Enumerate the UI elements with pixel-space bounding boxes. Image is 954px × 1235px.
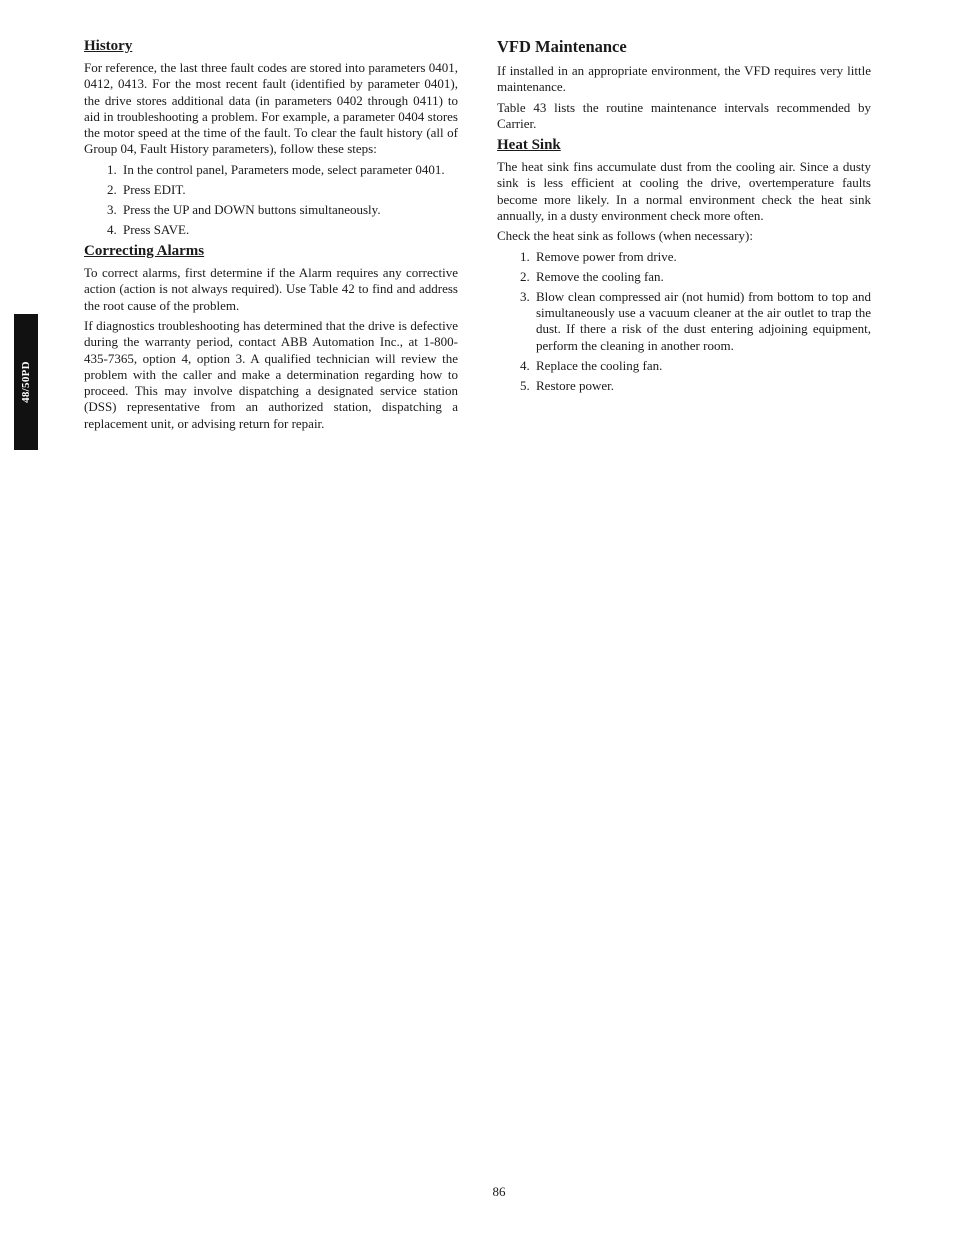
correcting-alarms-paragraph-1: To correct alarms, first determine if the Alarm requires any corrective action (action is not always required). Use Table 42 to find and address the root cause of the problem. [84,265,458,313]
correcting-alarms-paragraph-2: If diagnostics troubleshooting has determined that the drive is defective during the warranty period, contact ABB Automation Inc., at 1-800-435-7365, option 4, option 3. A qualified technician will review the problem with the caller and make a determination regarding how to proceed. This may involve dispatching a designated service station (DSS) representative from an authorized station, dispatching a replacement unit, or advising return for repair. [84,317,458,431]
step-text: In the control panel, Parameters mode, select parameter 0401. [123,161,445,177]
side-tab [14,314,38,450]
list-item [84,222,458,238]
list-item [497,358,871,374]
correcting-alarms-heading: Correcting Alarms [84,243,205,260]
history-section [84,37,458,238]
step-text: Remove the cooling fan. [536,268,664,284]
history-heading: History [84,38,133,54]
vfd-maintenance-paragraph-2: Table 43 lists the routine maintenance intervals recommended by Carrier. [497,99,871,131]
list-item [84,162,458,178]
step-number: 1. [520,248,530,264]
list-item [497,378,871,394]
list-item [84,202,458,218]
step-text: Remove power from drive. [536,248,677,264]
heat-sink-steps [497,249,871,394]
step-text: Press the UP and DOWN buttons simultaneously. [123,201,381,217]
step-number: 4. [107,221,117,237]
right-column [497,37,871,398]
vfd-maintenance-section [497,37,871,132]
list-item [497,249,871,265]
step-number: 2. [520,268,530,284]
step-text: Blow clean compressed air (not humid) from bottom to top and simultaneously use a vacuum cleaner at the air outlet to trap the dust. If there a risk of the dust entering adjoining equipment, perform the cleaning in another room. [536,288,871,353]
step-number: 4. [520,357,530,373]
heat-sink-paragraph-2: Check the heat sink as follows (when necessary): [497,228,753,244]
step-text: Replace the cooling fan. [536,357,663,373]
list-item [497,269,871,285]
list-item [497,289,871,354]
left-column [84,37,458,436]
step-number: 2. [107,181,117,197]
history-steps [84,162,458,238]
list-item [84,182,458,198]
page-number: 86 [492,1184,506,1199]
correcting-alarms-section [84,242,458,432]
heat-sink-heading: Heat Sink [497,137,561,154]
history-body: For reference, the last three fault codes are stored into parameters 0401, 0412, 0413. For the most recent fault (identified by parameter 0401), the drive stores additional data (in parameters 0402 through 0411) to aid in troubleshooting a problem. For example, a parameter 0404 stores the motor speed at the time of the fault. To clear the fault history (all of Group 04, Fault History parameters), follow these steps: [84,60,458,157]
step-number: 1. [107,161,117,177]
step-text: Restore power. [536,377,614,393]
step-number: 3. [107,201,117,217]
step-text: Press EDIT. [123,181,186,197]
vfd-maintenance-paragraph-1: If installed in an appropriate environment, the VFD requires very little maintenance. [497,63,871,95]
heat-sink-paragraph-1: The heat sink fins accumulate dust from the cooling air. Since a dusty sink is less efficient at cooling the drive, overtemperature faults become more likely. In a normal environment check the heat sink annually, in a dusty environment check more often. [497,159,871,224]
side-tab-label: 48/50PD [20,361,33,403]
vfd-maintenance-heading: VFD Maintenance [497,37,627,56]
step-number: 5. [520,377,530,393]
step-number: 3. [520,288,530,304]
step-text: Press SAVE. [123,221,190,237]
heat-sink-section [497,136,871,394]
